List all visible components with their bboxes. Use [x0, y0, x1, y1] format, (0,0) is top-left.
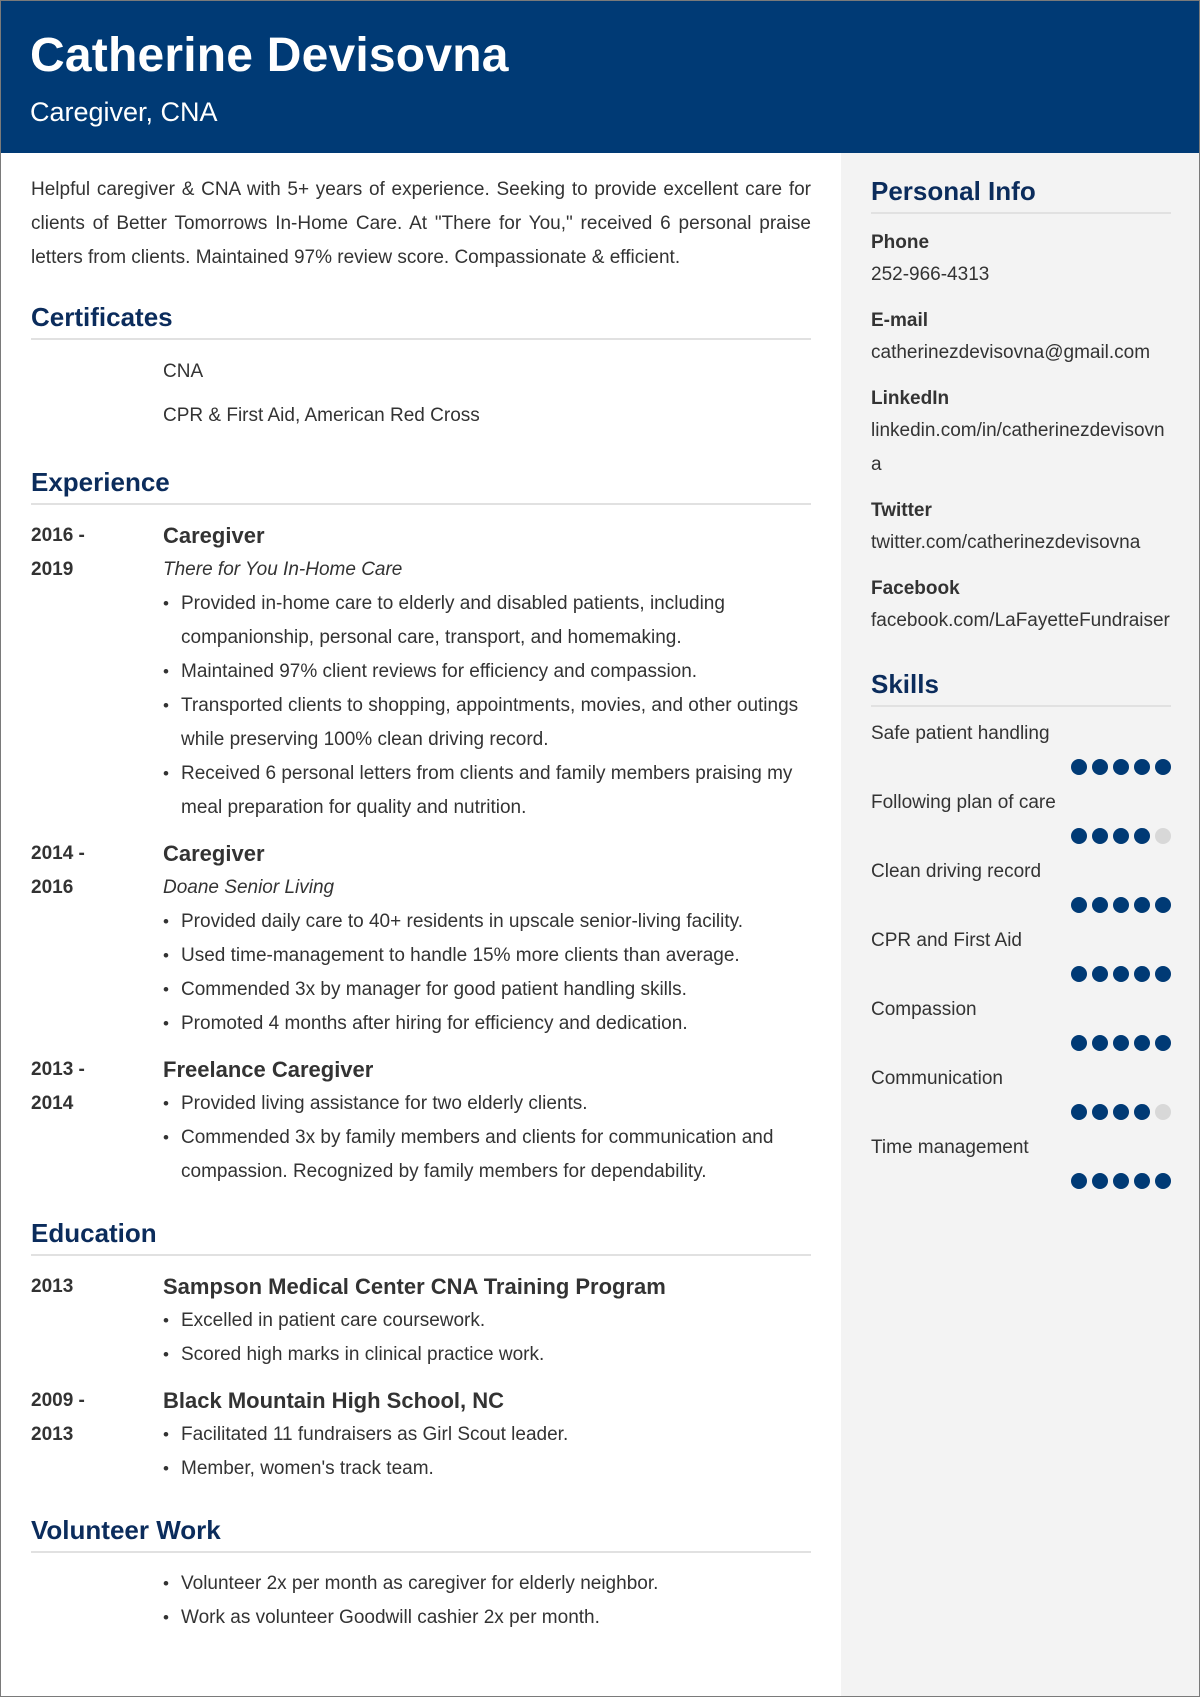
rating-dot-filled-icon	[1113, 759, 1129, 775]
main-column	[31, 153, 811, 1635]
job-title: Freelance Caregiver	[163, 1057, 374, 1082]
rating-dot-filled-icon	[1113, 1173, 1129, 1189]
rating-dot-filled-icon	[1134, 1104, 1150, 1120]
date-start: 2014 -	[31, 843, 85, 864]
rating-dot-filled-icon	[1092, 1173, 1108, 1189]
rating-dot-filled-icon	[1092, 1104, 1108, 1120]
bullet-item: • Provided living assistance for two elderly clients.	[163, 1087, 811, 1121]
skill-item	[871, 788, 1171, 845]
entry-body	[163, 1384, 811, 1486]
entry-dates	[31, 1053, 163, 1189]
rating-dot-empty-icon	[1155, 828, 1171, 844]
experience-section	[31, 466, 811, 1189]
entry-body	[163, 1270, 811, 1372]
skill-item	[871, 926, 1171, 983]
bullet-item: • Commended 3x by family members and clients for communication and compassion. Recognized by family members for dependability.	[163, 1121, 811, 1189]
phone-value: 252-966-4313	[871, 264, 990, 285]
employer-name: There for You In-Home Care	[163, 559, 403, 580]
skill-rating	[871, 1103, 1171, 1121]
skill-name: Communication	[871, 1068, 1003, 1089]
rating-dot-filled-icon	[1155, 1035, 1171, 1051]
experience-entry	[31, 519, 811, 825]
bullet-item: • Volunteer 2x per month as caregiver for elderly neighbor.	[163, 1567, 811, 1601]
rating-dot-filled-icon	[1134, 828, 1150, 844]
date-start: 2009 -	[31, 1390, 85, 1411]
rating-dot-filled-icon	[1134, 759, 1150, 775]
job-title: Caregiver	[163, 523, 265, 548]
rating-dot-filled-icon	[1071, 828, 1087, 844]
date-start: 2013 -	[31, 1059, 85, 1080]
email-value[interactable]: catherinezdevisovna@gmail.com	[871, 342, 1151, 363]
rating-dot-filled-icon	[1113, 966, 1129, 982]
bullet-list	[163, 1418, 811, 1486]
rating-dot-filled-icon	[1134, 897, 1150, 913]
bullet-list	[163, 587, 811, 825]
bullet-item: • Transported clients to shopping, appointments, movies, and other outings while preserving 100% clean driving record.	[163, 689, 811, 757]
rating-dot-empty-icon	[1155, 1104, 1171, 1120]
skill-name: Compassion	[871, 999, 977, 1020]
rating-dot-filled-icon	[1092, 828, 1108, 844]
skill-rating	[871, 758, 1171, 776]
skill-rating	[871, 965, 1171, 983]
bullet-item: • Commended 3x by manager for good patient handling skills.	[163, 973, 811, 1007]
section-title-personal-info: Personal Info	[871, 175, 1171, 214]
job-title: Caregiver	[163, 841, 265, 866]
bullet-item: • Received 6 personal letters from clients and family members praising my meal preparation for quality and nutrition.	[163, 757, 811, 825]
twitter-label: Twitter	[871, 500, 932, 521]
rating-dot-filled-icon	[1113, 828, 1129, 844]
date-end: 2014	[31, 1093, 74, 1114]
rating-dot-filled-icon	[1071, 1173, 1087, 1189]
phone-label: Phone	[871, 232, 930, 253]
candidate-name: Catherine Devisovna	[30, 29, 509, 82]
bullet-list	[163, 1304, 811, 1372]
skills-list	[871, 719, 1171, 1190]
entry-body	[163, 1053, 811, 1189]
bullet-item: • Member, women's track team.	[163, 1452, 811, 1486]
bullet-item: • Excelled in patient care coursework.	[163, 1304, 811, 1338]
rating-dot-filled-icon	[1134, 1173, 1150, 1189]
skill-rating	[871, 1172, 1171, 1190]
skill-item	[871, 995, 1171, 1052]
date-end: 2013	[31, 1424, 74, 1445]
bullet-list	[163, 1087, 811, 1189]
bullet-item: • Maintained 97% client reviews for efficiency and compassion.	[163, 655, 811, 689]
entry-body	[163, 519, 811, 825]
education-entry	[31, 1384, 811, 1486]
entry-dates	[31, 1270, 163, 1372]
date-end: 2019	[31, 559, 74, 580]
rating-dot-filled-icon	[1155, 966, 1171, 982]
certificate-item: CPR & First Aid, American Red Cross	[163, 405, 480, 426]
bullet-item: • Scored high marks in clinical practice work.	[163, 1338, 811, 1372]
education-section	[31, 1217, 811, 1486]
bullet-item: • Work as volunteer Goodwill cashier 2x per month.	[163, 1601, 811, 1635]
entry-dates	[31, 519, 163, 825]
rating-dot-filled-icon	[1092, 1035, 1108, 1051]
bullet-item: • Facilitated 11 fundraisers as Girl Scout leader.	[163, 1418, 811, 1452]
skill-rating	[871, 827, 1171, 845]
rating-dot-filled-icon	[1092, 759, 1108, 775]
entry-body	[163, 837, 811, 1041]
candidate-role: Caregiver, CNA	[30, 97, 218, 127]
email-label: E-mail	[871, 310, 929, 331]
section-title-skills: Skills	[871, 668, 1171, 707]
bullet-list	[163, 905, 811, 1041]
rating-dot-filled-icon	[1155, 897, 1171, 913]
date-end: 2016	[31, 877, 74, 898]
date-start: 2016 -	[31, 525, 85, 546]
rating-dot-filled-icon	[1113, 897, 1129, 913]
entry-dates	[31, 1384, 163, 1486]
rating-dot-filled-icon	[1134, 1035, 1150, 1051]
rating-dot-filled-icon	[1071, 759, 1087, 775]
skill-name: Following plan of care	[871, 792, 1056, 813]
skill-item	[871, 1133, 1171, 1190]
certificates-section	[31, 301, 811, 438]
skill-name: Clean driving record	[871, 861, 1042, 882]
rating-dot-filled-icon	[1113, 1035, 1129, 1051]
certificate-item: CNA	[163, 361, 204, 382]
facebook-label: Facebook	[871, 578, 960, 599]
bullet-item: • Used time-management to handle 15% more clients than average.	[163, 939, 811, 973]
resume-header	[1, 1, 1199, 153]
linkedin-value[interactable]: linkedin.com/in/catherinezdevisovna	[871, 420, 1165, 475]
experience-entry	[31, 1053, 811, 1189]
certificates-list	[31, 350, 811, 438]
skill-name: Safe patient handling	[871, 723, 1050, 744]
section-title-experience: Experience	[31, 466, 811, 505]
bullet-item: • Provided in-home care to elderly and disabled patients, including companionship, personal care, transport, and homemaking.	[163, 587, 811, 655]
rating-dot-filled-icon	[1071, 897, 1087, 913]
section-title-certificates: Certificates	[31, 301, 811, 340]
rating-dot-filled-icon	[1113, 1104, 1129, 1120]
education-entry	[31, 1270, 811, 1372]
twitter-value[interactable]: twitter.com/catherinezdevisovna	[871, 532, 1141, 553]
rating-dot-filled-icon	[1155, 759, 1171, 775]
skill-item	[871, 1064, 1171, 1121]
rating-dot-filled-icon	[1071, 966, 1087, 982]
sidebar	[841, 153, 1199, 1696]
skill-name: CPR and First Aid	[871, 930, 1022, 951]
rating-dot-filled-icon	[1071, 1104, 1087, 1120]
bullet-list	[31, 1567, 811, 1635]
skill-name: Time management	[871, 1137, 1029, 1158]
rating-dot-filled-icon	[1092, 966, 1108, 982]
rating-dot-filled-icon	[1071, 1035, 1087, 1051]
section-title-education: Education	[31, 1217, 811, 1256]
skill-item	[871, 719, 1171, 776]
skill-rating	[871, 1034, 1171, 1052]
facebook-value[interactable]: facebook.com/LaFayetteFundraiser	[871, 610, 1170, 631]
school-name: Black Mountain High School, NC	[163, 1388, 505, 1413]
summary-paragraph: Helpful caregiver & CNA with 5+ years of experience. Seeking to provide excellent care for clients of Better Tomorrows In-Home Care. At "There for You," received 6 personal praise letters from clients. Maintained 97% review score. Compassionate & efficient.	[31, 179, 811, 268]
section-title-volunteer: Volunteer Work	[31, 1514, 811, 1553]
skill-rating	[871, 896, 1171, 914]
employer-name: Doane Senior Living	[163, 877, 335, 898]
volunteer-section	[31, 1514, 811, 1635]
entry-dates	[31, 837, 163, 1041]
bullet-item: • Provided daily care to 40+ residents in upscale senior-living facility.	[163, 905, 811, 939]
rating-dot-filled-icon	[1092, 897, 1108, 913]
rating-dot-filled-icon	[1155, 1173, 1171, 1189]
date-start: 2013	[31, 1276, 74, 1297]
skill-item	[871, 857, 1171, 914]
linkedin-label: LinkedIn	[871, 388, 950, 409]
school-name: Sampson Medical Center CNA Training Program	[163, 1274, 666, 1299]
rating-dot-filled-icon	[1134, 966, 1150, 982]
experience-entry	[31, 837, 811, 1041]
bullet-item: • Promoted 4 months after hiring for efficiency and dedication.	[163, 1007, 811, 1041]
